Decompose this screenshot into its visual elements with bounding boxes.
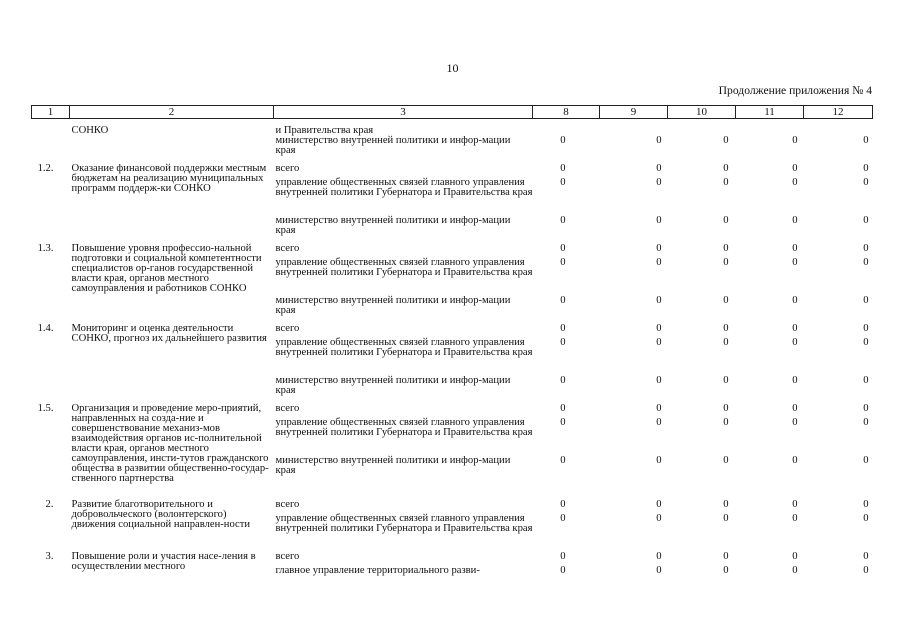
value-11 [736, 119, 804, 137]
value-8: 0 [560, 337, 566, 348]
row-number [32, 136, 70, 164]
value-8: 0 [560, 177, 566, 188]
table-row [32, 552, 873, 566]
header-col-1: 1 [32, 106, 70, 119]
activity-name [70, 323, 274, 344]
value-8: 0 [560, 565, 566, 576]
row-number [32, 296, 70, 324]
value-8: 0 [560, 323, 566, 334]
value-12: 0 [863, 403, 869, 414]
executor: управление общественных связей главного управления внутренней политики Губернатора и Правительства края [275, 337, 533, 358]
row-number: 1.4. [37, 323, 54, 334]
activity-name-text: Развитие благотворительного и добровольческого (волонтерского) движения социальной направлен-ности [71, 499, 251, 530]
executor: министерство внутренней политики и инфор-мации края [275, 295, 511, 316]
value-11: 0 [792, 295, 798, 306]
page-number: 10 [446, 61, 459, 75]
activity-name-text: СОНКО [71, 125, 109, 136]
table-row [32, 404, 873, 418]
value-9: 0 [656, 337, 662, 348]
activity-name-text: Мониторинг и оценка деятельности СОНКО, прогноз их дальнейшего развития [71, 323, 267, 344]
executor: министерство внутренней политики и инфор-мации края [275, 375, 511, 396]
activity-name [70, 136, 274, 164]
value-10: 0 [723, 337, 729, 348]
header-col-11: 11 [736, 106, 804, 119]
executor: управление общественных связей главного управления внутренней политики Губернатора и Правительства края [275, 257, 533, 278]
value-8: 0 [560, 243, 566, 254]
value-10: 0 [723, 513, 729, 524]
value-9 [600, 119, 668, 137]
continuation-note: Продолжение приложения № 4 [718, 84, 872, 97]
appendix-table [31, 105, 873, 580]
activity-name-text: Повышение уровня профессио-нальной подготовки и социальной компетентности специалистов ор-ганов государственной власти края, органов местного самоуправления и работников СОНКО [71, 243, 262, 294]
value-12 [804, 119, 873, 137]
table-row [32, 244, 873, 258]
value-9: 0 [656, 323, 662, 334]
value-11: 0 [792, 417, 798, 428]
value-11: 0 [792, 215, 798, 226]
value-11: 0 [792, 243, 798, 254]
value-11: 0 [792, 499, 798, 510]
table-row [32, 324, 873, 338]
executor: всего [275, 323, 300, 334]
executor: управление общественных связей главного управления внутренней политики Губернатора и Правительства края [275, 177, 533, 198]
value-12: 0 [863, 551, 869, 562]
table-header-row [32, 106, 873, 119]
value-12: 0 [863, 163, 869, 174]
row-number [32, 119, 70, 137]
executor: всего [275, 551, 300, 562]
header-col-9: 9 [600, 106, 668, 119]
value-9: 0 [656, 455, 662, 466]
header-col-8: 8 [533, 106, 600, 119]
value-9: 0 [656, 135, 662, 146]
value-12: 0 [863, 565, 869, 576]
table-row [32, 296, 873, 324]
row-number: 3. [45, 551, 54, 562]
value-10: 0 [723, 375, 729, 386]
value-9: 0 [656, 177, 662, 188]
value-10 [668, 119, 736, 137]
value-10: 0 [723, 403, 729, 414]
header-col-3: 3 [274, 106, 533, 119]
value-12: 0 [863, 215, 869, 226]
value-12: 0 [863, 257, 869, 268]
value-10: 0 [723, 257, 729, 268]
value-10: 0 [723, 323, 729, 334]
value-11: 0 [792, 403, 798, 414]
row-number [32, 216, 70, 244]
value-10: 0 [723, 565, 729, 576]
activity-name [70, 551, 274, 572]
executor: всего [275, 403, 300, 414]
value-11: 0 [792, 257, 798, 268]
header-col-10: 10 [668, 106, 736, 119]
value-11: 0 [792, 177, 798, 188]
value-8: 0 [560, 551, 566, 562]
executor: управление общественных связей главного управления внутренней политики Губернатора и Правительства края [275, 417, 533, 438]
executor: и Правительства края [275, 125, 374, 136]
value-8: 0 [560, 403, 566, 414]
table-row [32, 500, 873, 514]
header-col-12: 12 [804, 106, 873, 119]
value-8: 0 [560, 135, 566, 146]
value-8: 0 [560, 163, 566, 174]
value-9: 0 [656, 243, 662, 254]
value-10: 0 [723, 163, 729, 174]
executor: министерство внутренней политики и инфор-мации края [275, 135, 511, 156]
executor: всего [275, 499, 300, 510]
value-9: 0 [656, 295, 662, 306]
value-9: 0 [656, 257, 662, 268]
row-number [32, 376, 70, 404]
activity-name [70, 243, 274, 294]
value-9: 0 [656, 163, 662, 174]
value-12: 0 [863, 295, 869, 306]
activity-name [70, 163, 274, 194]
value-10: 0 [723, 499, 729, 510]
table-row [32, 376, 873, 404]
value-10: 0 [723, 295, 729, 306]
value-8: 0 [560, 417, 566, 428]
value-11: 0 [792, 337, 798, 348]
value-12: 0 [863, 337, 869, 348]
table-body [32, 119, 873, 581]
table-row [32, 136, 873, 164]
activity-name [70, 216, 274, 244]
value-8 [533, 119, 600, 137]
value-11: 0 [792, 513, 798, 524]
value-10: 0 [723, 417, 729, 428]
value-8: 0 [560, 499, 566, 510]
row-number: 1.5. [37, 403, 54, 414]
row-number: 2. [45, 499, 54, 510]
activity-name [70, 403, 274, 484]
value-12: 0 [863, 243, 869, 254]
activity-name [70, 376, 274, 404]
value-11: 0 [792, 163, 798, 174]
value-8: 0 [560, 455, 566, 466]
activity-name [70, 296, 274, 324]
row-number [32, 566, 70, 580]
activity-name [70, 499, 274, 530]
value-11: 0 [792, 565, 798, 576]
value-11: 0 [792, 551, 798, 562]
value-12: 0 [863, 177, 869, 188]
row-number: 1.3. [37, 243, 54, 254]
value-12: 0 [863, 499, 869, 510]
value-12: 0 [863, 513, 869, 524]
table-row [32, 119, 873, 137]
value-9: 0 [656, 551, 662, 562]
executor: всего [275, 243, 300, 254]
row-number: 1.2. [37, 163, 54, 174]
executor: всего [275, 163, 300, 174]
row-number [32, 178, 70, 216]
table-row [32, 216, 873, 244]
value-9: 0 [656, 513, 662, 524]
row-number [32, 338, 70, 376]
value-11: 0 [792, 323, 798, 334]
executor: управление общественных связей главного управления внутренней политики Губернатора и Правительства края [275, 513, 533, 534]
value-10: 0 [723, 177, 729, 188]
value-12: 0 [863, 455, 869, 466]
value-9: 0 [656, 403, 662, 414]
value-11: 0 [792, 455, 798, 466]
value-9: 0 [656, 375, 662, 386]
value-10: 0 [723, 243, 729, 254]
value-9: 0 [656, 215, 662, 226]
value-12: 0 [863, 375, 869, 386]
value-8: 0 [560, 375, 566, 386]
header-col-2: 2 [70, 106, 274, 119]
executor: министерство внутренней политики и инфор-мации края [275, 215, 511, 236]
activity-name-text: Организация и проведение меро-приятий, направленных на созда-ние и совершенствование механиз-мов взаимодействия органов ис-полнительной власти края, органов местного самоуправления, инсти-тутов гражданского общества в развитии общественно-государ-ственного партнерства [71, 403, 269, 484]
value-9: 0 [656, 417, 662, 428]
value-10: 0 [723, 135, 729, 146]
value-8: 0 [560, 513, 566, 524]
value-12: 0 [863, 417, 869, 428]
row-number [32, 456, 70, 500]
activity-name-text: Повышение роли и участия насе-ления в осуществлении местного [71, 551, 256, 572]
activity-name-text: Оказание финансовой поддержки местным бюджетам на реализацию муниципальных программ поддерж-ки СОНКО [71, 163, 267, 194]
value-11: 0 [792, 135, 798, 146]
executor: министерство внутренней политики и инфор-мации края [275, 455, 511, 476]
row-number [32, 258, 70, 296]
value-8: 0 [560, 215, 566, 226]
value-10: 0 [723, 455, 729, 466]
value-12: 0 [863, 135, 869, 146]
row-number [32, 418, 70, 456]
row-number [32, 514, 70, 552]
value-12: 0 [863, 323, 869, 334]
value-10: 0 [723, 551, 729, 562]
value-8: 0 [560, 257, 566, 268]
value-8: 0 [560, 295, 566, 306]
table-row [32, 164, 873, 178]
value-10: 0 [723, 215, 729, 226]
value-9: 0 [656, 499, 662, 510]
value-9: 0 [656, 565, 662, 576]
executor: главное управление территориального разви- [275, 565, 480, 576]
activity-name [70, 119, 274, 137]
value-11: 0 [792, 375, 798, 386]
